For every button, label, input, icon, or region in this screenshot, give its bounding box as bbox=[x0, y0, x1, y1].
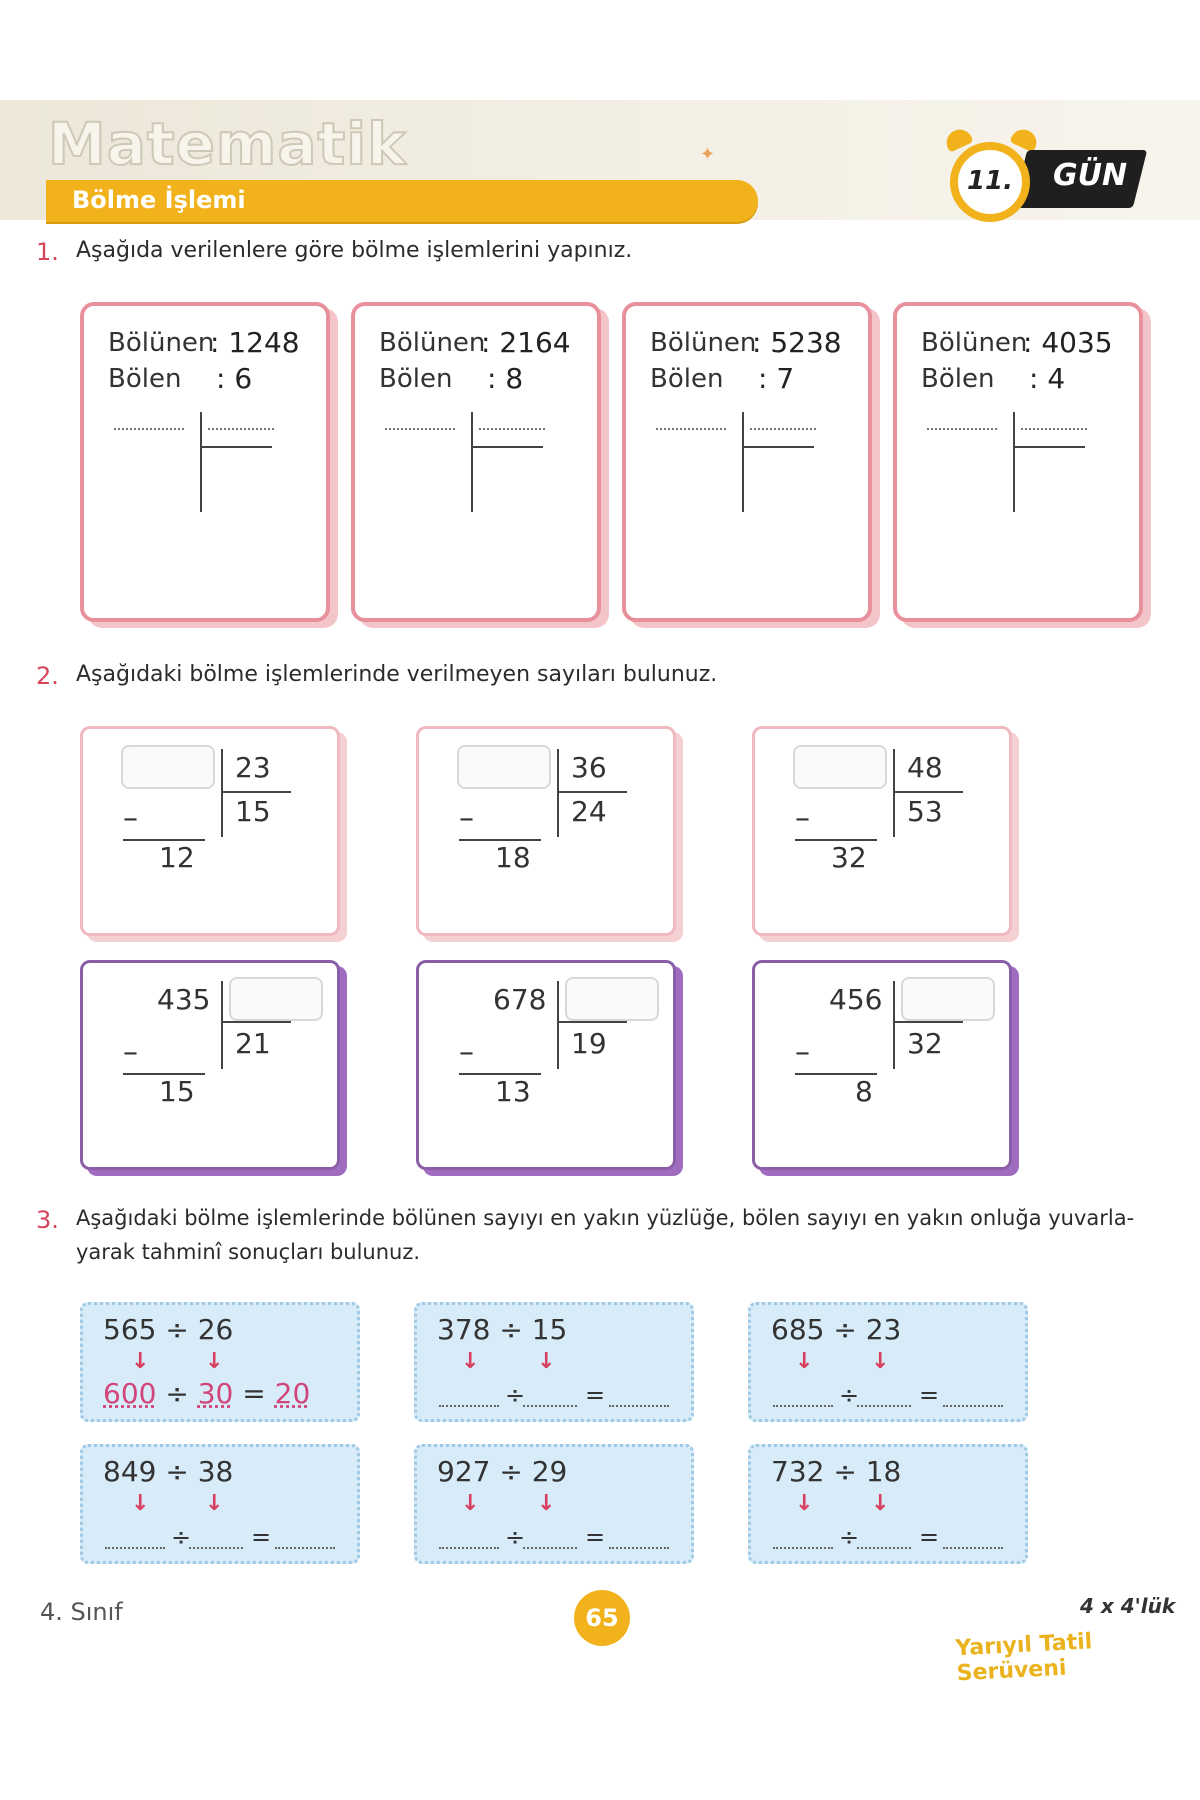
dividend-value: 435 bbox=[157, 983, 211, 1016]
estimation-card bbox=[414, 1444, 694, 1564]
subject-title: Matematik bbox=[48, 110, 407, 178]
answer-blank[interactable] bbox=[523, 1547, 577, 1549]
equals-sign: = bbox=[585, 1381, 606, 1409]
division-bar bbox=[221, 981, 223, 1069]
quotient-value: 19 bbox=[571, 1027, 607, 1060]
estimation-card bbox=[80, 1444, 360, 1564]
star-icon: ✦ bbox=[700, 144, 716, 165]
division-card bbox=[893, 302, 1143, 622]
arrow-down-icon: ↓ bbox=[871, 1491, 890, 1516]
divisor-value: 23 bbox=[235, 751, 271, 784]
division-bar bbox=[557, 1021, 627, 1023]
divisor-label: Bölen bbox=[379, 364, 453, 394]
question-2-number: 2. bbox=[36, 662, 59, 690]
dividend-value: : 1248 bbox=[210, 326, 300, 359]
question-3-text: Aşağıdaki bölme işlemlerinde bölünen sayıyı en yakın yüzlüğe, bölen sayıyı en yakın onluğa yuvarla- bbox=[76, 1206, 1135, 1230]
answer-blank[interactable] bbox=[189, 1547, 243, 1549]
series-logo-top: 4 x 4'lük bbox=[1080, 1594, 1176, 1618]
equals-sign: = bbox=[585, 1523, 606, 1551]
rounded-divisor: 30 bbox=[197, 1377, 234, 1410]
division-expression: 565 ÷ 26 bbox=[103, 1313, 234, 1346]
answer-blank[interactable] bbox=[773, 1405, 833, 1407]
remainder-value: 32 bbox=[831, 841, 867, 874]
rounded-dividend: 600 bbox=[103, 1377, 157, 1410]
arrow-down-icon: ↓ bbox=[871, 1349, 890, 1374]
minus-sign: – bbox=[795, 1035, 810, 1070]
grade-label: 4. Sınıf bbox=[40, 1598, 123, 1626]
quotient-value: 53 bbox=[907, 795, 943, 828]
remainder-value: 12 bbox=[159, 841, 195, 874]
answer-blank[interactable] bbox=[385, 428, 455, 430]
division-sign: ÷ bbox=[839, 1523, 860, 1551]
estimate-answer bbox=[103, 1377, 310, 1410]
divisor-value: : 6 bbox=[216, 362, 253, 395]
answer-blank[interactable] bbox=[1021, 428, 1087, 430]
arrow-down-icon: ↓ bbox=[461, 1349, 480, 1374]
division-card bbox=[80, 302, 330, 622]
missing-number-card bbox=[80, 726, 340, 936]
division-bar bbox=[1013, 446, 1085, 448]
division-expression: 685 ÷ 23 bbox=[771, 1313, 902, 1346]
answer-blank[interactable] bbox=[943, 1547, 1003, 1549]
division-bar bbox=[557, 791, 627, 793]
quotient-value: 15 bbox=[235, 795, 271, 828]
equals-sign: = bbox=[919, 1381, 940, 1409]
series-name: Yarıyıl Tatil Serüveni bbox=[954, 1629, 1093, 1687]
question-3-text-continued: yarak tahminî sonuçları bulunuz. bbox=[76, 1240, 421, 1264]
equals-sign: = bbox=[919, 1523, 940, 1551]
divisor-answer-box[interactable] bbox=[901, 977, 995, 1021]
divisor-value: : 8 bbox=[487, 362, 524, 395]
quotient-value: 32 bbox=[907, 1027, 943, 1060]
division-bar bbox=[200, 446, 272, 448]
answer-blank[interactable] bbox=[523, 1405, 577, 1407]
divisor-value: 48 bbox=[907, 751, 943, 784]
arrow-down-icon: ↓ bbox=[205, 1349, 224, 1374]
arrow-down-icon: ↓ bbox=[205, 1491, 224, 1516]
dividend-value: : 5238 bbox=[752, 326, 842, 359]
dividend-value: 678 bbox=[493, 983, 547, 1016]
answer-blank[interactable] bbox=[750, 428, 816, 430]
answer-blank[interactable] bbox=[857, 1405, 911, 1407]
answer-blank[interactable] bbox=[114, 428, 184, 430]
answer-blank[interactable] bbox=[943, 1405, 1003, 1407]
division-bar bbox=[557, 981, 559, 1069]
quotient-value: 24 bbox=[571, 795, 607, 828]
division-bar bbox=[742, 412, 744, 512]
division-card bbox=[351, 302, 601, 622]
division-bar bbox=[557, 749, 559, 837]
answer-blank[interactable] bbox=[927, 428, 997, 430]
dividend-label: Bölünen bbox=[379, 328, 486, 358]
dividend-answer-box[interactable] bbox=[121, 745, 215, 789]
answer-blank[interactable] bbox=[609, 1547, 669, 1549]
answer-blank[interactable] bbox=[439, 1547, 499, 1549]
divisor-value: 36 bbox=[571, 751, 607, 784]
division-sign: ÷ bbox=[839, 1381, 860, 1409]
division-bar bbox=[471, 446, 543, 448]
division-card bbox=[622, 302, 872, 622]
divisor-answer-box[interactable] bbox=[229, 977, 323, 1021]
arrow-down-icon: ↓ bbox=[461, 1491, 480, 1516]
division-bar bbox=[221, 749, 223, 837]
day-label: GÜN bbox=[1052, 158, 1128, 193]
topic-label: Bölme İşlemi bbox=[72, 186, 246, 214]
arrow-down-icon: ↓ bbox=[131, 1349, 150, 1374]
dividend-answer-box[interactable] bbox=[793, 745, 887, 789]
division-expression: 378 ÷ 15 bbox=[437, 1313, 568, 1346]
dividend-label: Bölünen bbox=[650, 328, 757, 358]
dividend-answer-box[interactable] bbox=[457, 745, 551, 789]
equals-sign: = bbox=[251, 1523, 272, 1551]
remainder-value: 15 bbox=[159, 1075, 195, 1108]
dividend-label: Bölünen bbox=[108, 328, 215, 358]
answer-blank[interactable] bbox=[105, 1547, 165, 1549]
estimated-result: 20 bbox=[274, 1377, 311, 1410]
estimation-card bbox=[748, 1444, 1028, 1564]
division-bar bbox=[221, 1021, 291, 1023]
missing-number-card bbox=[752, 960, 1012, 1170]
divisor-value: : 4 bbox=[1029, 362, 1066, 395]
division-expression: 849 ÷ 38 bbox=[103, 1455, 234, 1488]
day-number: 11. bbox=[966, 166, 1014, 196]
answer-blank[interactable] bbox=[275, 1547, 335, 1549]
remainder-value: 18 bbox=[495, 841, 531, 874]
dividend-value: : 4035 bbox=[1023, 326, 1113, 359]
answer-blank[interactable] bbox=[773, 1547, 833, 1549]
page-number: 65 bbox=[574, 1590, 630, 1646]
answer-blank[interactable] bbox=[656, 428, 726, 430]
estimation-card bbox=[414, 1302, 694, 1422]
arrow-down-icon: ↓ bbox=[537, 1349, 556, 1374]
divisor-label: Bölen bbox=[921, 364, 995, 394]
division-bar bbox=[893, 1021, 963, 1023]
division-sign: ÷ bbox=[505, 1523, 526, 1551]
answer-blank[interactable] bbox=[479, 428, 545, 430]
division-bar bbox=[742, 446, 814, 448]
remainder-value: 8 bbox=[855, 1075, 873, 1108]
question-1-number: 1. bbox=[36, 238, 59, 266]
minus-sign: – bbox=[123, 801, 138, 836]
divisor-label: Bölen bbox=[650, 364, 724, 394]
dividend-value: : 2164 bbox=[481, 326, 571, 359]
division-bar bbox=[200, 412, 202, 512]
divisor-label: Bölen bbox=[108, 364, 182, 394]
division-bar bbox=[893, 981, 895, 1069]
division-bar bbox=[893, 749, 895, 837]
division-sign: ÷ bbox=[171, 1523, 192, 1551]
arrow-down-icon: ↓ bbox=[795, 1491, 814, 1516]
division-bar bbox=[471, 412, 473, 512]
minus-sign: – bbox=[459, 1035, 474, 1070]
question-3-number: 3. bbox=[36, 1206, 59, 1234]
division-bar bbox=[893, 791, 963, 793]
division-sign: ÷ bbox=[505, 1381, 526, 1409]
missing-number-card bbox=[752, 726, 1012, 936]
missing-number-card bbox=[80, 960, 340, 1170]
minus-sign: – bbox=[795, 801, 810, 836]
minus-sign: – bbox=[459, 801, 474, 836]
estimation-card bbox=[748, 1302, 1028, 1422]
arrow-down-icon: ↓ bbox=[537, 1491, 556, 1516]
equals-sign: = bbox=[242, 1377, 266, 1410]
answer-blank[interactable] bbox=[208, 428, 274, 430]
answer-blank[interactable] bbox=[609, 1405, 669, 1407]
divisor-answer-box[interactable] bbox=[565, 977, 659, 1021]
division-expression: 927 ÷ 29 bbox=[437, 1455, 568, 1488]
missing-number-card bbox=[416, 960, 676, 1170]
arrow-down-icon: ↓ bbox=[131, 1491, 150, 1516]
divisor-value: : 7 bbox=[758, 362, 795, 395]
arrow-down-icon: ↓ bbox=[795, 1349, 814, 1374]
dividend-label: Bölünen bbox=[921, 328, 1028, 358]
question-2-text: Aşağıdaki bölme işlemlerinde verilmeyen sayıları bulunuz. bbox=[76, 662, 718, 687]
division-bar bbox=[1013, 412, 1015, 512]
quotient-value: 21 bbox=[235, 1027, 271, 1060]
answer-blank[interactable] bbox=[857, 1547, 911, 1549]
remainder-value: 13 bbox=[495, 1075, 531, 1108]
dividend-value: 456 bbox=[829, 983, 883, 1016]
estimation-card bbox=[80, 1302, 360, 1422]
division-sign: ÷ bbox=[165, 1377, 189, 1410]
missing-number-card bbox=[416, 726, 676, 936]
question-1-text: Aşağıda verilenlere göre bölme işlemlerini yapınız. bbox=[76, 238, 633, 263]
minus-sign: – bbox=[123, 1035, 138, 1070]
division-bar bbox=[221, 791, 291, 793]
division-expression: 732 ÷ 18 bbox=[771, 1455, 902, 1488]
answer-blank[interactable] bbox=[439, 1405, 499, 1407]
